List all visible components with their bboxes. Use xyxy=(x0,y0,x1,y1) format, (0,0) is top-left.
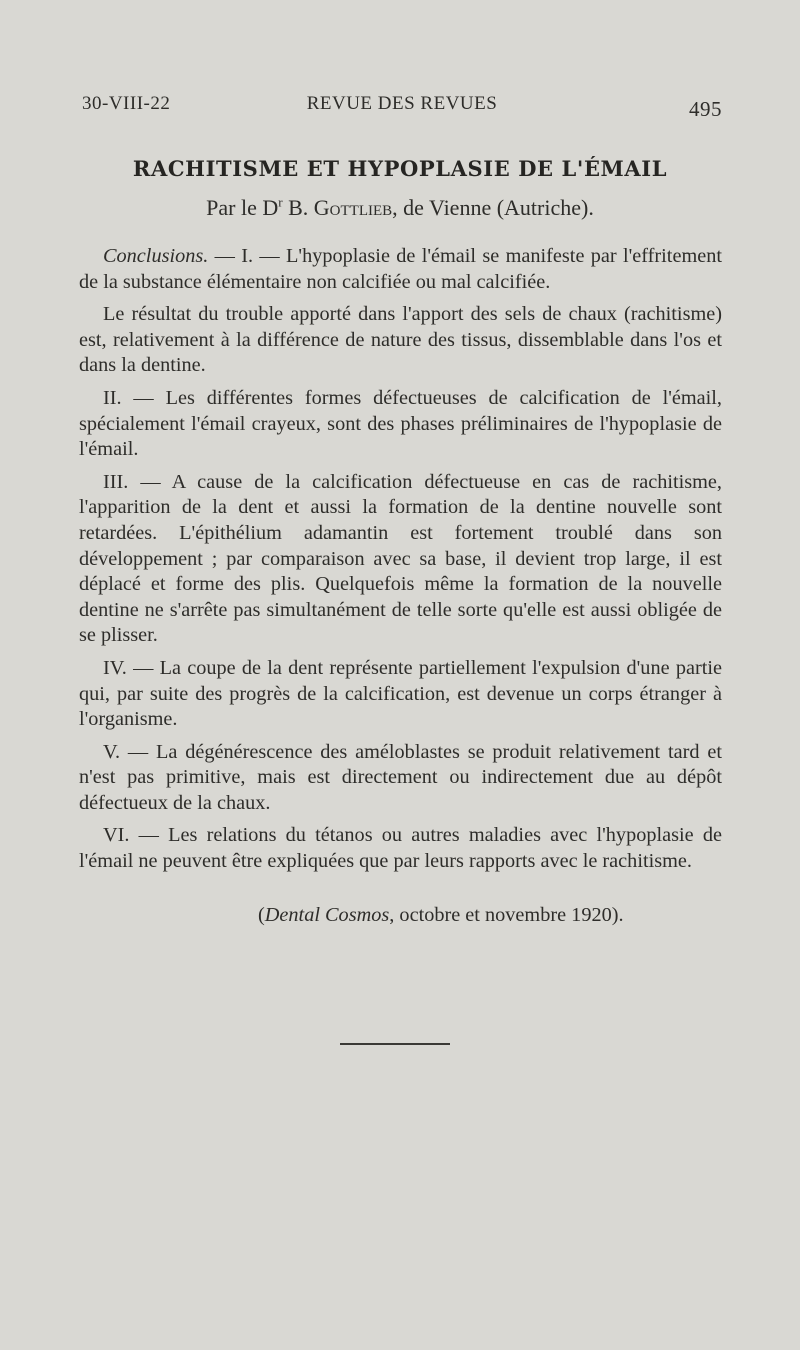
journal-name: REVUE DES REVUES xyxy=(306,93,498,114)
article-title: RACHITISME ET HYPOPLASIE DE L'ÉMAIL xyxy=(132,156,668,181)
paragraph: VI. — Les relations du tétanos ou autres maladies avec l'hypoplasie de l'émail ne peuvent être expliquées que par leurs rapports avec le rachitisme. xyxy=(79,824,722,873)
source-open: ( xyxy=(258,904,265,926)
running-head xyxy=(82,93,722,123)
paragraph: IV. — La coupe de la dent représente partiellement l'expulsion d'une partie qui, par suite des progrès de la calcification, est devenue un corps étranger à l'organisme. xyxy=(79,656,722,731)
issue-date: 30-VIII-22 xyxy=(82,93,171,114)
conclusions-label: Conclusions. xyxy=(103,245,209,267)
paragraph: Le résultat du trouble apporté dans l'apport des sels de chaux (rachitisme) est, relativement à la différence de nature des tissus, dissemblable dans l'os et dans la dentine. xyxy=(79,303,722,377)
article-byline xyxy=(60,195,740,221)
source-journal: Dental Cosmos xyxy=(264,904,390,926)
paragraph: II. — Les différentes formes défectueuses de calcification de l'émail, spécialement l'émail crayeux, sont des phases préliminaires de l'hypoplasie de l'émail. xyxy=(79,386,722,461)
byline-suffix: , de Vienne (Autriche). xyxy=(392,195,594,220)
paragraph xyxy=(79,244,722,295)
paragraph-text: — I. — L'hypoplasie de l'émail se manifeste par l'effritement de la substance élémentaire non calcifiée ou mal calcifiée. xyxy=(79,245,722,293)
byline-superscript: r xyxy=(278,194,283,210)
source-rest: , octobre et novembre 1920). xyxy=(389,904,624,926)
source-citation xyxy=(258,904,728,927)
end-rule-divider xyxy=(340,1043,450,1045)
byline-prefix: Par le D xyxy=(206,195,279,220)
paragraph: V. — La dégénérescence des améloblastes se produit relativement tard et n'est pas primitive, mais est directement ou indirectement due au dépôt défectueux de la chaux. xyxy=(79,740,722,814)
article-body xyxy=(79,244,722,882)
author-name: B. Gottlieb xyxy=(282,195,393,220)
paragraph: III. — A cause de la calcification défectueuse en cas de rachitisme, l'apparition de la dent et aussi la formation de la dentine nouvelle sont retardées. L'épithélium adamantin est fortement troublé dans son développement ; par comparaison avec sa base, il devient trop large, il est déplacé et forme des plis. Quelquefois même la formation de la nouvelle dentine ne s'arrête pas simultanément de telle sorte qu'elle est aussi obligée de se plisser. xyxy=(79,470,722,647)
page-number: 495 xyxy=(689,97,722,121)
